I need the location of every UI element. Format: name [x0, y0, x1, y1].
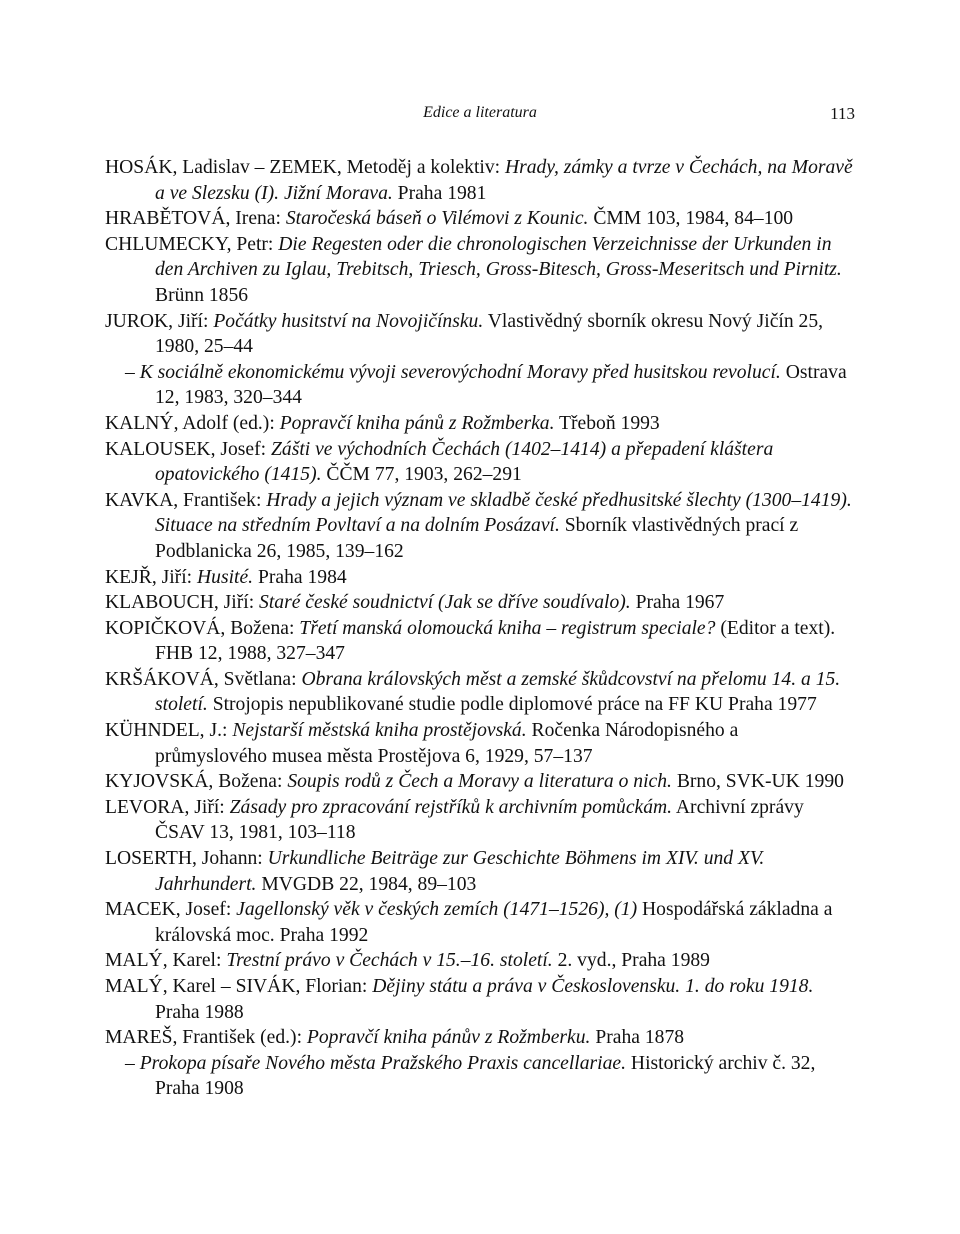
entry-publication: Praha 1967 — [630, 592, 725, 614]
entry-author: HRABĚTOVÁ, Irena: — [105, 208, 286, 230]
page-number: 113 — [830, 104, 855, 123]
entry-publication: Vlastivědný sborník okresu Nový Jičín 25, 1980, 25–44 — [155, 310, 824, 358]
entry-author: LEVORA, Jiří: — [105, 796, 230, 818]
entry-title: Jagellonský věk v českých zemích (1471–1526), (1) — [236, 899, 638, 921]
entry-publication: Ostrava 12, 1983, 320–344 — [155, 361, 847, 409]
entry-publication: ČMM 103, 1984, 84–100 — [588, 208, 794, 230]
bib-entry-jurok — [105, 309, 855, 360]
bib-entry-hrabetova — [105, 206, 855, 232]
entry-author: MALÝ, Karel – SIVÁK, Florian: — [105, 976, 373, 997]
bib-entry-mares — [105, 1025, 855, 1051]
entry-title: Nejstarší městská kniha prostějovská. — [232, 720, 527, 742]
entry-publication: 2. vyd., Praha 1989 — [552, 950, 710, 972]
entry-title: Počátky husitství na Novojičínsku. — [213, 310, 484, 332]
entry-publication: Praha 1984 — [253, 566, 347, 588]
bib-entry-kuhndel — [105, 718, 855, 769]
entry-author: HOSÁK, Ladislav – ZEMEK, Metoděj a kolektiv: — [105, 157, 505, 178]
entry-publication: Praha 1878 — [590, 1027, 685, 1049]
entry-title: K sociálně ekonomickému vývoji severovýchodní Moravy před husitskou revolucí. — [139, 361, 781, 383]
entry-publication: Archivní zprávy ČSAV 13, 1981, 103–118 — [155, 796, 804, 844]
entry-publication: Sborník vlastivědných prací z Podblanicka 26, 1985, 139–162 — [155, 515, 799, 562]
entry-publication: Praha 1988 — [155, 1001, 244, 1023]
entry-publication: Strojopis nepublikované studie podle diplomové práce na FF KU Praha 1977 — [207, 694, 817, 716]
entry-title: Zásady pro zpracování rejstříků k archivním pomůckám. — [229, 796, 673, 818]
entry-author: MALÝ, Karel: — [105, 950, 227, 972]
bib-entry-kejr — [105, 565, 855, 591]
entry-author: MACEK, Josef: — [105, 899, 237, 921]
entry-publication: Brünn 1856 — [155, 284, 249, 306]
entry-author: KÜHNDEL, J.: — [105, 720, 233, 742]
entry-author: KEJŘ, Jiří: — [105, 566, 197, 588]
entry-author: KAVKA, František: — [105, 489, 267, 511]
entry-author: KLABOUCH, Jiří: — [105, 592, 260, 614]
entry-dash: – — [125, 1052, 140, 1074]
entry-publication: Hospodářská základna a královská moc. Praha 1992 — [155, 899, 833, 946]
entry-author: MAREŠ, František (ed.): — [105, 1027, 307, 1049]
bib-entry-hosak — [105, 155, 855, 206]
bib-entry-kavka — [105, 488, 855, 565]
entry-publication: Historický archiv č. 32, Praha 1908 — [155, 1052, 816, 1100]
entry-publication: Třeboň 1993 — [554, 412, 660, 434]
entry-publication: MVGDB 22, 1984, 89–103 — [256, 873, 477, 895]
entry-publication: Brno, SVK-UK 1990 — [671, 771, 844, 793]
entry-title: Urkundliche Beiträge zur Geschichte Böhmens im XIV. und XV. Jahrhundert. — [155, 848, 765, 895]
bib-entry-maly-sivak — [105, 974, 855, 1025]
entry-title: Třetí manská olomoucká kniha – registrum speciale? — [299, 617, 716, 639]
entry-title: Staré české soudnictví (Jak se dříve soudívalo). — [259, 592, 631, 614]
entry-title: Popravčí kniha pánův z Rožmberku. — [306, 1027, 591, 1049]
bib-entry-jurok-2 — [105, 360, 855, 411]
entry-publication: Praha 1981 — [392, 182, 487, 204]
entry-title: Staročeská báseň o Vilémovi z Kounic. — [285, 208, 589, 230]
page-header — [105, 104, 855, 130]
entry-title: Husité. — [197, 566, 254, 588]
entry-title: Hrady, zámky a tvrze v Čechách, na Moravě a ve Slezsku (I). Jižní Morava. — [155, 157, 853, 204]
bibliography-list — [105, 155, 855, 1102]
bib-entry-kalousek — [105, 437, 855, 488]
bib-entry-macek — [105, 897, 855, 948]
entry-title: Zášti ve východních Čechách (1402–1414) a přepadení kláštera opatovického (1415). — [155, 438, 774, 486]
entry-author: KALNÝ, Adolf (ed.): — [105, 412, 280, 434]
entry-author: KYJOVSKÁ, Božena: — [105, 771, 288, 793]
entry-author: CHLUMECKY, Petr: — [105, 233, 279, 255]
entry-title: Trestní právo v Čechách v 15.–16. století. — [226, 950, 553, 972]
entry-title: Obrana královských měst a zemské škůdcovství na přelomu 14. a 15. století. — [155, 668, 841, 716]
bib-entry-maly — [105, 948, 855, 974]
entry-publication: Ročenka Národopisného a průmyslového musea města Prostějova 6, 1929, 57–137 — [155, 720, 739, 767]
bib-entry-kyjovska — [105, 769, 855, 795]
bib-entry-kopickova — [105, 616, 855, 667]
bib-entry-chlumecky — [105, 232, 855, 309]
entry-title: Popravčí kniha pánů z Rožmberka. — [279, 412, 555, 434]
bib-entry-kalny — [105, 411, 855, 437]
entry-publication: (Editor a text). FHB 12, 1988, 327–347 — [155, 617, 836, 665]
entry-title: Die Regesten oder die chronologischen Verzeichnisse der Urkunden in den Archiven zu Iglau, Trebitsch, Triesch, Gross-Bitesch, Gross-Meseritsch und Pirnitz. — [155, 233, 842, 281]
entry-publication: ČČM 77, 1903, 262–291 — [321, 464, 522, 486]
bib-entry-klabouch — [105, 590, 855, 616]
entry-title: Dějiny státu a práva v Československu. 1. do roku 1918. — [372, 976, 814, 997]
bib-entry-krsakova — [105, 667, 855, 718]
entry-author: JUROK, Jiří: — [105, 310, 214, 332]
entry-author: KOPIČKOVÁ, Božena: — [105, 617, 300, 639]
bib-entry-mares-2 — [105, 1051, 855, 1102]
entry-author: LOSERTH, Johann: — [105, 848, 268, 870]
running-title: Edice a literatura — [423, 104, 537, 121]
entry-title: Prokopa písaře Nového města Pražského Praxis cancellariae. — [139, 1052, 627, 1074]
entry-title: Hrady a jejich význam ve skladbě české předhusitské šlechty (1300–1419). Situace na středním Povltaví a na dolním Posázaví. — [155, 489, 852, 537]
entry-dash: – — [125, 361, 140, 383]
entry-author: KALOUSEK, Josef: — [105, 438, 271, 460]
bib-entry-levora — [105, 795, 855, 846]
bib-entry-loserth — [105, 846, 855, 897]
entry-author: KRŠÁKOVÁ, Světlana: — [105, 668, 302, 690]
entry-title: Soupis rodů z Čech a Moravy a literatura o nich. — [287, 771, 672, 793]
